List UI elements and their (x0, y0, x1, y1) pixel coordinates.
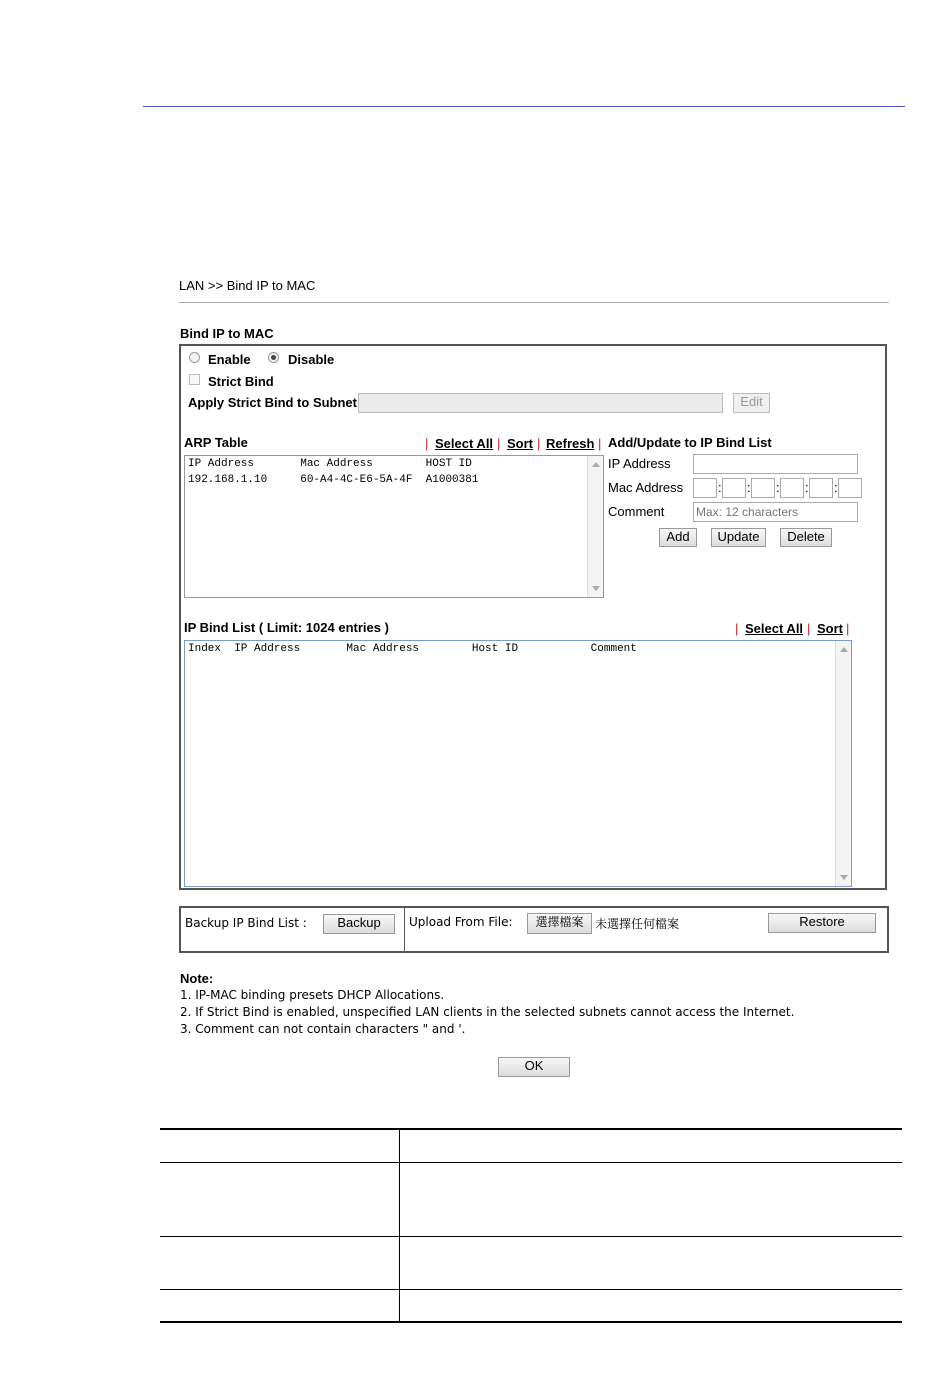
no-file-chosen-text: 未選擇任何檔案 (595, 917, 680, 931)
backup-button[interactable]: Backup (323, 914, 395, 934)
strict-bind-checkbox[interactable] (189, 374, 200, 385)
scroll-down-icon[interactable] (592, 586, 600, 591)
strict-bind-label: Strict Bind (208, 374, 274, 389)
table-column-divider (399, 1129, 400, 1322)
note-item: 3. Comment can not contain characters " and '. (180, 1022, 466, 1036)
choose-file-button[interactable]: 選擇檔案 (527, 913, 592, 934)
ip-address-input[interactable] (693, 454, 858, 474)
note-item: 1. IP-MAC binding presets DHCP Allocations. (180, 988, 445, 1002)
ip-address-label: IP Address (608, 456, 671, 471)
separator: | (807, 621, 811, 636)
update-button[interactable]: Update (711, 528, 766, 547)
upload-label: Upload From File: (409, 915, 513, 929)
apply-subnet-label: Apply Strict Bind to Subnet (188, 395, 357, 410)
separator: | (425, 436, 429, 451)
mac-octet-5[interactable] (809, 478, 833, 498)
mac-address-label: Mac Address (608, 480, 684, 495)
mac-separator: : (718, 480, 722, 495)
enable-radio[interactable] (189, 352, 200, 363)
separator: | (735, 621, 739, 636)
table-row-rule (160, 1236, 902, 1237)
scroll-up-icon[interactable] (840, 647, 848, 652)
arp-table-row[interactable]: 192.168.1.10 60-A4-4C-E6-5A-4F A1000381 (188, 474, 479, 486)
note-title: Note: (180, 971, 214, 986)
ip-bind-list-scrollbar[interactable] (835, 641, 851, 886)
mac-octet-1[interactable] (693, 478, 717, 498)
mac-octet-2[interactable] (722, 478, 746, 498)
breadcrumb: LAN >> Bind IP to MAC (179, 278, 316, 293)
scroll-up-icon[interactable] (592, 462, 600, 467)
arp-table-scrollbar[interactable] (587, 456, 603, 597)
page-top-rule (143, 106, 905, 107)
backup-label: Backup IP Bind List : (185, 916, 307, 930)
separator: | (846, 621, 850, 636)
mac-separator: : (776, 480, 780, 495)
bind-sort-link[interactable]: Sort (817, 621, 843, 636)
add-button[interactable]: Add (659, 528, 697, 547)
bind-select-all-link[interactable]: Select All (745, 621, 804, 636)
mac-separator: : (805, 480, 809, 495)
restore-button[interactable]: Restore (768, 913, 876, 933)
mac-separator: : (834, 480, 838, 495)
arp-select-all-link[interactable]: Select All (435, 436, 494, 451)
breadcrumb-divider (179, 302, 889, 303)
separator: | (598, 436, 602, 451)
arp-table-list[interactable] (184, 455, 604, 598)
ip-bind-list[interactable] (184, 640, 852, 887)
comment-input[interactable] (693, 502, 858, 522)
mac-octet-3[interactable] (751, 478, 775, 498)
table-row-rule (160, 1162, 902, 1163)
mac-separator: : (747, 480, 751, 495)
apply-subnet-field[interactable] (358, 393, 723, 413)
arp-refresh-link[interactable]: Refresh (546, 436, 595, 451)
add-update-title: Add/Update to IP Bind List (608, 435, 772, 450)
arp-table-title: ARP Table (184, 435, 248, 450)
comment-label: Comment (608, 504, 665, 519)
ok-button[interactable]: OK (498, 1057, 570, 1077)
scroll-down-icon[interactable] (840, 875, 848, 880)
table-row-rule (160, 1289, 902, 1290)
arp-sort-link[interactable]: Sort (507, 436, 533, 451)
separator: | (497, 436, 501, 451)
enable-label: Enable (208, 352, 251, 367)
mac-octet-4[interactable] (780, 478, 804, 498)
ip-bind-list-title: IP Bind List ( Limit: 1024 entries ) (184, 620, 389, 635)
arp-table-header: IP Address Mac Address HOST ID (188, 458, 472, 470)
disable-label: Disable (288, 352, 335, 367)
footer-divider (404, 906, 405, 953)
disable-radio[interactable] (268, 352, 279, 363)
mac-octet-6[interactable] (838, 478, 862, 498)
ip-bind-list-header: Index IP Address Mac Address Host ID Comment (188, 643, 637, 655)
separator: | (537, 436, 541, 451)
section-title: Bind IP to MAC (180, 326, 274, 341)
delete-button[interactable]: Delete (780, 528, 832, 547)
table-top-rule (160, 1128, 902, 1130)
edit-button[interactable]: Edit (733, 393, 770, 413)
table-bottom-rule (160, 1321, 902, 1323)
note-item: 2. If Strict Bind is enabled, unspecified LAN clients in the selected subnets cannot access the Internet. (180, 1005, 795, 1019)
